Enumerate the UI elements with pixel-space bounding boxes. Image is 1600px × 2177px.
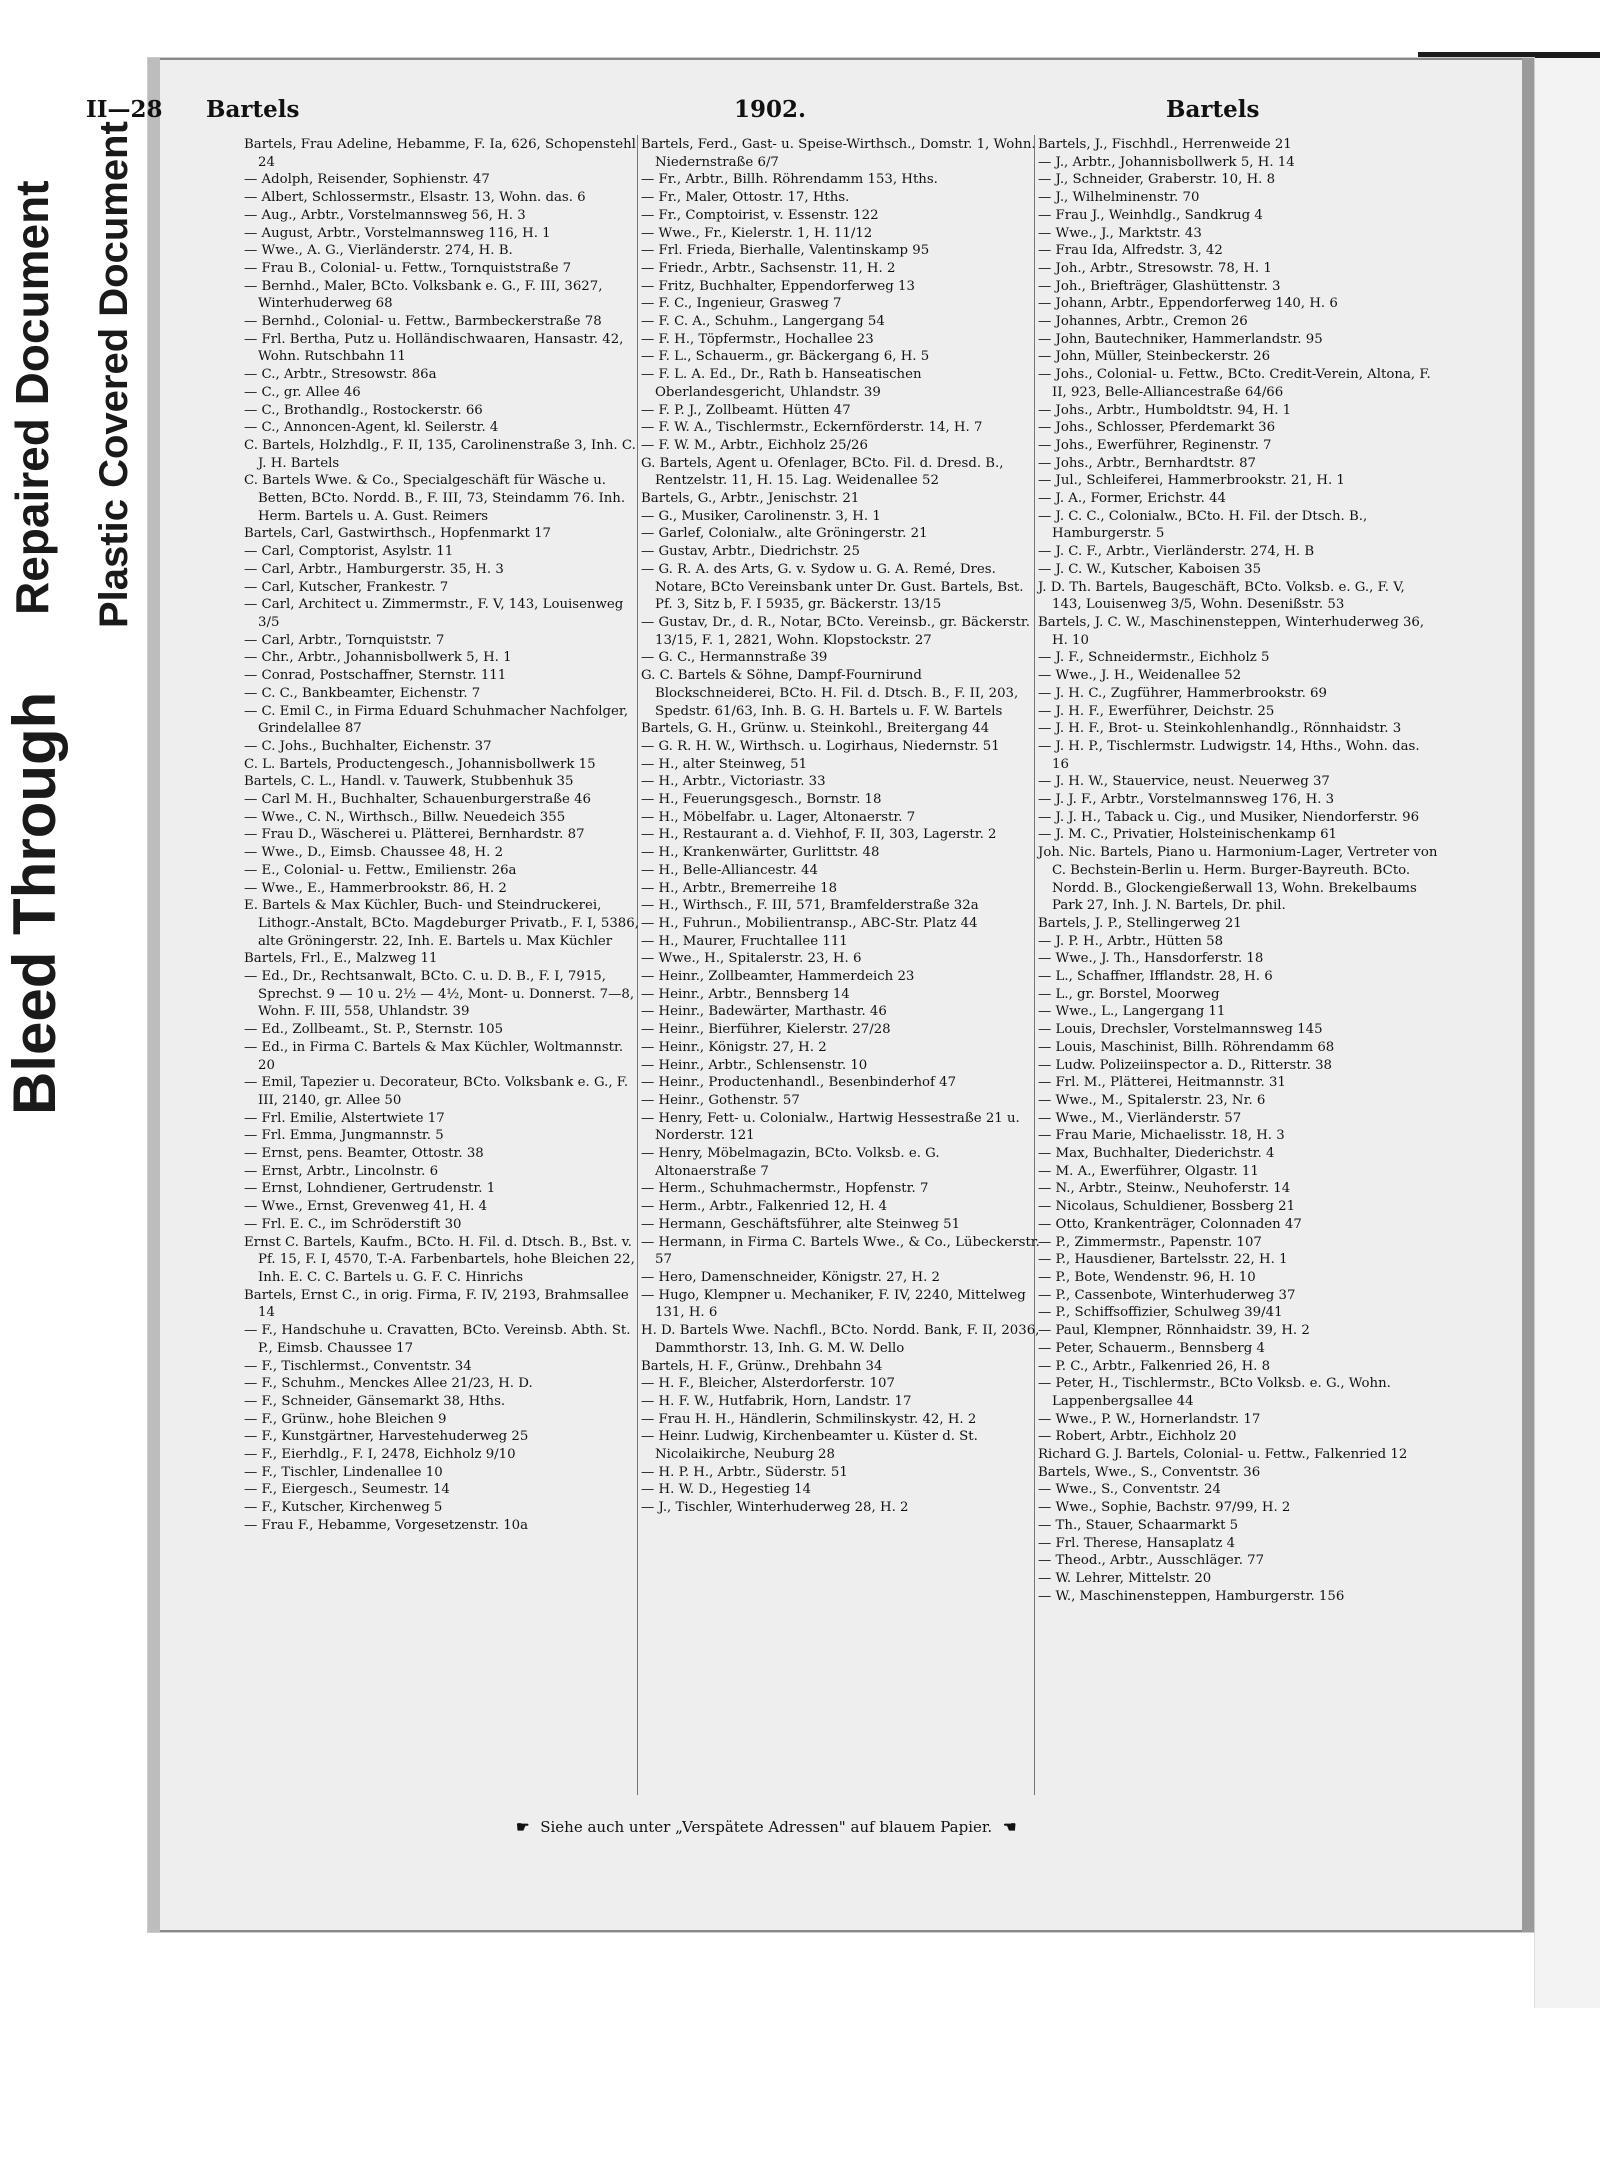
directory-entry: — Th., Stauer, Schaarmarkt 5 <box>1038 1517 1239 1533</box>
directory-entry: — Frau B., Colonial- u. Fettw., Tornquiststraße 7 <box>244 260 572 276</box>
directory-entry: — Johs., Arbtr., Bernhardtstr. 87 <box>1038 455 1257 471</box>
directory-entry: — H., Arbtr., Victoriastr. 33 <box>641 774 826 790</box>
directory-entry: — P., Schiffsoffizier, Schulweg 39/41 <box>1038 1305 1283 1321</box>
directory-entry: — Heinr., Bierführer, Kielerstr. 27/28 <box>641 1022 891 1038</box>
directory-entry: — Heinr., Productenhandl., Besenbinderhof 47 <box>641 1075 957 1091</box>
directory-entry: — Frau Marie, Michaelisstr. 18, H. 3 <box>1038 1128 1285 1144</box>
directory-entry: — F. W. A., Tischlermstr., Eckernförderstr. 14, H. 7 <box>641 420 983 436</box>
directory-entry: — Jul., Schleiferei, Hammerbrookstr. 21, H. 1 <box>1038 473 1345 489</box>
directory-entry: — J. H. P., Tischlermstr. Ludwigstr. 14, Hths., Wohn. das. 16 <box>1038 738 1420 772</box>
directory-entry: — F. H., Töpfermstr., Hochallee 23 <box>641 331 874 347</box>
directory-entry: — F., Tischlermst., Conventstr. 34 <box>244 1358 472 1374</box>
directory-entry: — P. C., Arbtr., Falkenried 26, H. 8 <box>1038 1358 1271 1374</box>
page-footer-note <box>510 1818 1410 1836</box>
directory-entry: C. Bartels Wwe. & Co., Specialgeschäft für Wäsche u. Betten, BCto. Nordd. B., F. III, 73, Steindamm 76. Inh. Herm. Bartels u. A. Gust. Reimers <box>244 473 626 524</box>
directory-entry: — P., Zimmermstr., Papenstr. 107 <box>1038 1234 1262 1250</box>
page-header <box>86 96 1312 128</box>
repaired-document-label: Repaired Document <box>6 180 58 615</box>
directory-entry: Bartels, J. C. W., Maschinensteppen, Winterhuderweg 36, H. 10 <box>1038 614 1425 648</box>
directory-entry: — G., Musiker, Carolinenstr. 3, H. 1 <box>641 508 881 524</box>
directory-entry: — C., Brothandlg., Rostockerstr. 66 <box>244 402 483 418</box>
directory-column-2 <box>641 136 1041 1517</box>
directory-entry: — H. W. D., Hegestieg 14 <box>641 1482 812 1498</box>
directory-entry: — Wwe., J. H., Weidenallee 52 <box>1038 668 1242 684</box>
directory-entry: — Henry, Möbelmagazin, BCto. Volksb. e. G. Altonaerstraße 7 <box>641 1146 940 1179</box>
directory-entry: — H., Wirthsch., F. III, 571, Bramfelderstraße 32a <box>641 898 979 914</box>
directory-entry: Bartels, J. P., Stellingerweg 21 <box>1038 915 1242 931</box>
directory-entry: — Peter, Schauerm., Bennsberg 4 <box>1038 1340 1265 1356</box>
directory-entry: — Ernst, Arbtr., Lincolnstr. 6 <box>244 1163 439 1179</box>
directory-entry: — Chr., Arbtr., Johannisbollwerk 5, H. 1 <box>244 650 512 666</box>
directory-entry: — J. J. H., Taback u. Cig., und Musiker, Niendorferstr. 96 <box>1038 809 1420 825</box>
directory-entry: H. D. Bartels Wwe. Nachfl., BCto. Nordd. Bank, F. II, 2036, Dammthorstr. 13, Inh. G. M. W. Dello <box>641 1323 1040 1356</box>
directory-entry: — Otto, Krankenträger, Colonnaden 47 <box>1038 1216 1302 1232</box>
directory-entry: — Frau D., Wäscherei u. Plätterei, Bernhardstr. 87 <box>244 827 585 843</box>
directory-entry: — Frl. Bertha, Putz u. Holländischwaaren, Hansastr. 42, Wohn. Rutschbahn 11 <box>244 331 624 365</box>
directory-entry: — H. P. H., Arbtr., Süderstr. 51 <box>641 1464 848 1480</box>
directory-entry: — Johs., Colonial- u. Fettw., BCto. Credit-Verein, Altona, F. II, 923, Belle-Alliancestraße 64/66 <box>1038 367 1431 400</box>
directory-entry: — F., Tischler, Lindenallee 10 <box>244 1464 443 1480</box>
directory-entry: — H., Feuerungsgesch., Bornstr. 18 <box>641 792 882 808</box>
directory-entry: — F., Eiergesch., Seumestr. 14 <box>244 1482 450 1498</box>
directory-entry: — P., Hausdiener, Bartelsstr. 22, H. 1 <box>1038 1252 1288 1268</box>
directory-entry: — Ed., Dr., Rechtsanwalt, BCto. C. u. D. B., F. I, 7915, Sprechst. 9 — 10 u. 2½ — 4½, Mont- u. Donnerst. 7—8, Wohn. F. III, 558, Uhlandstr. 39 <box>244 969 635 1020</box>
directory-entry: — F. L. A. Ed., Dr., Rath b. Hanseatischen Oberlandesgericht, Uhlandstr. 39 <box>641 367 922 400</box>
directory-entry: — F. C., Ingenieur, Grasweg 7 <box>641 296 842 312</box>
directory-entry: Bartels, Frau Adeline, Hebamme, F. Ia, 626, Schopenstehl 24 <box>244 137 636 170</box>
directory-entry: — Hugo, Klempner u. Mechaniker, F. IV, 2240, Mittelweg 131, H. 6 <box>641 1287 1026 1321</box>
directory-entry: — H., Belle-Alliancestr. 44 <box>641 862 818 878</box>
directory-entry: — H., alter Steinweg, 51 <box>641 756 808 772</box>
directory-entry: — F., Kutscher, Kirchenweg 5 <box>244 1500 443 1516</box>
directory-entry: — Carl, Architect u. Zimmermstr., F. V, 143, Louisenweg 3/5 <box>244 597 624 630</box>
directory-entry: — Ed., Zollbeamt., St. P., Sternstr. 105 <box>244 1022 504 1038</box>
directory-entry: — Ernst, pens. Beamter, Ottostr. 38 <box>244 1146 484 1162</box>
directory-entry: — Conrad, Postschaffner, Sternstr. 111 <box>244 668 507 684</box>
directory-entry: — Heinr., Gothenstr. 57 <box>641 1092 800 1108</box>
directory-entry: G. Bartels, Agent u. Ofenlager, BCto. Fil. d. Dresd. B., Rentzelstr. 11, H. 15. Lag. Weidenallee 52 <box>641 455 1004 489</box>
page-right-shadow <box>1522 58 1534 1932</box>
directory-entry: — F. C. A., Schuhm., Langergang 54 <box>641 314 885 330</box>
footer-text: Siehe auch unter „Verspätete Adressen" auf blauem Papier. <box>540 1818 993 1836</box>
directory-entry: — G. R. A. des Arts, G. v. Sydow u. G. A. Remé, Dres. Notare, BCto Vereinsbank unter Dr. Gust. Bartels, Bst. Pf. 3, Sitz b, F. I 5935, gr. Bäckerstr. 13/15 <box>641 561 1024 613</box>
directory-entry: — W., Maschinensteppen, Hamburgerstr. 156 <box>1038 1588 1345 1604</box>
directory-entry: E. Bartels & Max Küchler, Buch- und Steindruckerei, Lithogr.-Anstalt, BCto. Magdeburger Privatb., F. I, 5386, alte Gröningerstr. 22, Inh. E. Bartels u. Max Küchler <box>244 898 639 949</box>
directory-entry: Bartels, G., Arbtr., Jenischstr. 21 <box>641 491 860 507</box>
directory-entry: — Heinr., Zollbeamter, Hammerdeich 23 <box>641 969 915 985</box>
directory-entry: — J. P. H., Arbtr., Hütten 58 <box>1038 933 1224 949</box>
directory-entry: Bartels, H. F., Grünw., Drehbahn 34 <box>641 1358 883 1374</box>
directory-entry: — Heinr., Arbtr., Bennsberg 14 <box>641 986 850 1002</box>
directory-entry: — Theod., Arbtr., Ausschläger. 77 <box>1038 1553 1265 1569</box>
directory-entry: Bartels, Frl., E., Malzweg 11 <box>244 951 438 967</box>
directory-entry: — J., Tischler, Winterhuderweg 28, H. 2 <box>641 1500 909 1516</box>
directory-entry: — Aug., Arbtr., Vorstelmannsweg 56, H. 3 <box>244 207 526 223</box>
directory-entry: — E., Colonial- u. Fettw., Emilienstr. 26a <box>244 862 517 878</box>
directory-entry: — Wwe., J. Th., Hansdorferstr. 18 <box>1038 951 1264 967</box>
directory-entry: — H., Restaurant a. d. Viehhof, F. II, 303, Lagerstr. 2 <box>641 827 997 843</box>
directory-entry: — Heinr., Badewärter, Marthastr. 46 <box>641 1004 887 1020</box>
directory-entry: — Heinr. Ludwig, Kirchenbeamter u. Küster d. St. Nicolaikirche, Neuburg 28 <box>641 1429 978 1463</box>
directory-entry: Bartels, Ferd., Gast- u. Speise-Wirthsch., Domstr. 1, Wohn. Niedernstraße 6/7 <box>641 137 1036 170</box>
adjacent-page-edge <box>1534 58 1600 2008</box>
directory-entry: — C. C., Bankbeamter, Eichenstr. 7 <box>244 685 481 701</box>
directory-entry: — Frl. Emilie, Alstertwiete 17 <box>244 1110 445 1126</box>
bleed-through-label: Bleed Through <box>1 691 68 1115</box>
directory-entry: — Bernhd., Maler, BCto. Volksbank e. G., F. III, 3627, Winterhuderweg 68 <box>244 278 603 312</box>
directory-entry: — P., Cassenbote, Winterhuderweg 37 <box>1038 1287 1296 1303</box>
directory-entry: — Heinr., Königstr. 27, H. 2 <box>641 1039 827 1055</box>
directory-entry: — F., Eierhdlg., F. I, 2478, Eichholz 9/10 <box>244 1447 516 1463</box>
directory-entry: Joh. Nic. Bartels, Piano u. Harmonium-Lager, Vertreter von C. Bechstein-Berlin u. Herm. Burger-Bayreuth. BCto. Nordd. B., Glockengießerwall 13, Wohn. Brekelbaums Park 27, Inh. J. N. Bartels, Dr. phil. <box>1038 845 1438 914</box>
directory-entry: — F. W. M., Arbtr., Eichholz 25/26 <box>641 437 868 453</box>
directory-entry: — M. A., Ewerführer, Olgastr. 11 <box>1038 1163 1259 1179</box>
directory-entry: — Albert, Schlossermstr., Elsastr. 13, Wohn. das. 6 <box>244 190 586 206</box>
directory-entry: — J. C. F., Arbtr., Vierländerstr. 274, H. B <box>1038 544 1315 560</box>
directory-entry: — J. H. F., Brot- u. Steinkohlenhandlg., Rönnhaidstr. 3 <box>1038 721 1402 737</box>
directory-entry: — H. F. W., Hutfabrik, Horn, Landstr. 17 <box>641 1393 912 1409</box>
directory-entry: — J. F., Schneidermstr., Eichholz 5 <box>1038 650 1270 666</box>
directory-entry: Bartels, Carl, Gastwirthsch., Hopfenmarkt 17 <box>244 526 551 542</box>
directory-entry: — F., Handschuhe u. Cravatten, BCto. Vereinsb. Abth. St. P., Eimsb. Chaussee 17 <box>244 1323 631 1356</box>
directory-entry: — Fr., Arbtr., Billh. Röhrendamm 153, Hths. <box>641 172 938 188</box>
directory-entry: — J. M. C., Privatier, Holsteinischenkamp 61 <box>1038 827 1338 843</box>
directory-entry: — Wwe., J., Marktstr. 43 <box>1038 225 1202 241</box>
directory-entry: — Adolph, Reisender, Sophienstr. 47 <box>244 172 490 188</box>
directory-entry: C. L. Bartels, Productengesch., Johannisbollwerk 15 <box>244 756 596 772</box>
directory-entry: — Paul, Klempner, Rönnhaidstr. 39, H. 2 <box>1038 1323 1310 1339</box>
directory-entry: — H., Maurer, Fruchtallee 111 <box>641 933 848 949</box>
directory-entry: — Carl, Comptorist, Asylstr. 11 <box>244 544 454 560</box>
directory-entry: — Wwe., H., Spitalerstr. 23, H. 6 <box>641 951 862 967</box>
directory-entry: — Carl, Arbtr., Hamburgerstr. 35, H. 3 <box>244 561 504 577</box>
directory-entry: — Frl. Therese, Hansaplatz 4 <box>1038 1535 1236 1551</box>
directory-entry: — Louis, Drechsler, Vorstelmannsweg 145 <box>1038 1022 1323 1038</box>
directory-entry: — Johs., Schlosser, Pferdemarkt 36 <box>1038 420 1276 436</box>
directory-entry: J. D. Th. Bartels, Baugeschäft, BCto. Volksb. e. G., F. V, 143, Louisenweg 3/5, Wohn. Desenißstr. 53 <box>1038 579 1405 613</box>
directory-entry: — Fr., Maler, Ottostr. 17, Hths. <box>641 190 850 206</box>
directory-entry: — Frau H. H., Händlerin, Schmilinskystr. 42, H. 2 <box>641 1411 977 1427</box>
pointing-hand-right-icon: ☚ <box>1002 1818 1017 1836</box>
directory-entry: — C. Emil C., in Firma Eduard Schuhmacher Nachfolger, Grindelallee 87 <box>244 703 629 737</box>
directory-entry: — Bernhd., Colonial- u. Fettw., Barmbeckerstraße 78 <box>244 314 602 330</box>
directory-entry: — Frau F., Hebamme, Vorgesetzenstr. 10a <box>244 1517 529 1533</box>
directory-entry: — J., Schneider, Graberstr. 10, H. 8 <box>1038 172 1276 188</box>
page-number: II—28 <box>86 96 163 123</box>
directory-entry: — Wwe., D., Eimsb. Chaussee 48, H. 2 <box>244 845 504 861</box>
directory-entry: — Robert, Arbtr., Eichholz 20 <box>1038 1429 1237 1445</box>
directory-column-1 <box>244 136 644 1535</box>
directory-column-3 <box>1038 136 1438 1605</box>
pointing-hand-left-icon: ☛ <box>516 1818 530 1836</box>
directory-entry: — J. J. F., Arbtr., Vorstelmannsweg 176, H. 3 <box>1038 792 1335 808</box>
directory-entry: Bartels, G. H., Grünw. u. Steinkohl., Breitergang 44 <box>641 721 990 737</box>
directory-entry: — H., Arbtr., Bremerreihe 18 <box>641 880 838 896</box>
directory-entry: — G. R. H. W., Wirthsch. u. Logirhaus, Niedernstr. 51 <box>641 738 1000 754</box>
directory-entry: — Carl, Arbtr., Tornquiststr. 7 <box>244 632 445 648</box>
directory-entry: — Ludw. Polizeiinspector a. D., Ritterstr. 38 <box>1038 1057 1332 1073</box>
directory-entry: — J. C. W., Kutscher, Kaboisen 35 <box>1038 561 1262 577</box>
running-head-year: 1902. <box>734 96 807 123</box>
directory-entry: — J., Wilhelminenstr. 70 <box>1038 190 1200 206</box>
directory-entry: Ernst C. Bartels, Kaufm., BCto. H. Fil. d. Dtsch. B., Bst. v. Pf. 15, F. I, 4570, T.-A. Farbenbartels, hohe Bleichen 22, Inh. E. C. C. Bartels u. G. F. C. Hinrichs <box>244 1234 635 1285</box>
directory-entry: — Ernst, Lohndiener, Gertrudenstr. 1 <box>244 1181 496 1197</box>
directory-entry: — Wwe., M., Spitalerstr. 23, Nr. 6 <box>1038 1092 1266 1108</box>
directory-entry: Bartels, Ernst C., in orig. Firma, F. IV, 2193, Brahmsallee 14 <box>244 1287 629 1321</box>
directory-entry: — Wwe., E., Hammerbrookstr. 86, H. 2 <box>244 880 507 896</box>
directory-entry: — F., Kunstgärtner, Harvestehuderweg 25 <box>244 1429 529 1445</box>
directory-entry: — Frl. M., Plätterei, Heitmannstr. 31 <box>1038 1075 1286 1091</box>
directory-entry: — Johann, Arbtr., Eppendorferweg 140, H. 6 <box>1038 296 1338 312</box>
directory-entry: — Frau J., Weinhdlg., Sandkrug 4 <box>1038 207 1263 223</box>
directory-entry: — Fr., Comptoirist, v. Essenstr. 122 <box>641 207 879 223</box>
directory-entry: — Carl M. H., Buchhalter, Schauenburgerstraße 46 <box>244 792 592 808</box>
directory-entry: Bartels, J., Fischhdl., Herrenweide 21 <box>1038 137 1292 152</box>
directory-entry: — Garlef, Colonialw., alte Gröningerstr. 21 <box>641 526 928 542</box>
directory-entry: — Louis, Maschinist, Billh. Röhrendamm 68 <box>1038 1039 1335 1055</box>
directory-entry: — Henry, Fett- u. Colonialw., Hartwig Hessestraße 21 u. Norderstr. 121 <box>641 1110 1020 1144</box>
directory-entry: Richard G. J. Bartels, Colonial- u. Fettw., Falkenried 12 <box>1038 1447 1408 1463</box>
directory-entry: Bartels, Wwe., S., Conventstr. 36 <box>1038 1464 1261 1480</box>
directory-entry: — Nicolaus, Schuldiener, Bossberg 21 <box>1038 1199 1296 1215</box>
directory-entry: — Max, Buchhalter, Diederichstr. 4 <box>1038 1146 1275 1162</box>
directory-entry: G. C. Bartels & Söhne, Dampf-Fournirund Blockschneiderei, BCto. H. Fil. d. Dtsch. B., F. II, 203, Spedstr. 61/63, Inh. B. G. H. Bartels u. F. W. Bartels <box>641 668 1019 719</box>
directory-entry: — Friedr., Arbtr., Sachsenstr. 11, H. 2 <box>641 260 896 276</box>
directory-entry: — J. H. F., Ewerführer, Deichstr. 25 <box>1038 703 1275 719</box>
directory-entry: — L., gr. Borstel, Moorweg <box>1038 986 1220 1002</box>
directory-entry: — Johs., Arbtr., Humboldtstr. 94, H. 1 <box>1038 402 1292 418</box>
directory-entry: — Frau Ida, Alfredstr. 3, 42 <box>1038 243 1223 259</box>
directory-entry: — Wwe., M., Vierländerstr. 57 <box>1038 1110 1242 1126</box>
directory-entry: — J. H. C., Zugführer, Hammerbrookstr. 69 <box>1038 685 1327 701</box>
directory-entry: — H., Fuhrun., Mobilientransp., ABC-Str. Platz 44 <box>641 915 978 931</box>
directory-entry: — F., Schuhm., Menckes Allee 21/23, H. D. <box>244 1376 533 1392</box>
directory-entry: — Johannes, Arbtr., Cremon 26 <box>1038 314 1248 330</box>
directory-entry: — J., Arbtr., Johannisbollwerk 5, H. 14 <box>1038 154 1295 170</box>
page-binding-shadow <box>148 58 160 1932</box>
directory-entry: — F., Grünw., hohe Bleichen 9 <box>244 1411 447 1427</box>
directory-entry: — Wwe., A. G., Vierländerstr. 274, H. B. <box>244 243 513 259</box>
directory-entry: — Wwe., C. N., Wirthsch., Billw. Neuedeich 355 <box>244 809 566 825</box>
directory-entry: — Hermann, in Firma C. Bartels Wwe., & Co., Lübeckerstr. 57 <box>641 1234 1040 1268</box>
directory-entry: — C., Arbtr., Stresowstr. 86a <box>244 367 437 383</box>
directory-entry: — Johs., Ewerführer, Reginenstr. 7 <box>1038 437 1272 453</box>
directory-entry: — F. P. J., Zollbeamt. Hütten 47 <box>641 402 851 418</box>
directory-entry: — Gustav, Arbtr., Diedrichstr. 25 <box>641 544 860 560</box>
plastic-covered-label: Plastic Covered Document <box>92 121 136 628</box>
directory-entry: — Frl. Emma, Jungmannstr. 5 <box>244 1128 444 1144</box>
directory-entry: — Wwe., S., Conventstr. 24 <box>1038 1482 1221 1498</box>
directory-entry: — N., Arbtr., Steinw., Neuhoferstr. 14 <box>1038 1181 1291 1197</box>
directory-entry: — Wwe., Ernst, Grevenweg 41, H. 4 <box>244 1199 488 1215</box>
directory-entry: — J. H. W., Stauervice, neust. Neuerweg 37 <box>1038 774 1330 790</box>
directory-entry: — Wwe., P. W., Hornerlandstr. 17 <box>1038 1411 1261 1427</box>
running-head-right: Bartels <box>1166 96 1260 123</box>
directory-entry: — John, Bautechniker, Hammerlandstr. 95 <box>1038 331 1323 347</box>
directory-entry: — F. L., Schauerm., gr. Bäckergang 6, H. 5 <box>641 349 930 365</box>
directory-entry: — Ed., in Firma C. Bartels & Max Küchler, Woltmannstr. 20 <box>244 1039 624 1073</box>
directory-entry: — Hero, Damenschneider, Königstr. 27, H. 2 <box>641 1270 940 1285</box>
directory-entry: — Wwe., Fr., Kielerstr. 1, H. 11/12 <box>641 225 873 241</box>
directory-entry: — J. C. C., Colonialw., BCto. H. Fil. der Dtsch. B., Hamburgerstr. 5 <box>1038 508 1368 542</box>
directory-entry: C. Bartels, Holzhdlg., F. II, 135, Carolinenstraße 3, Inh. C. J. H. Bartels <box>244 437 636 471</box>
directory-entry: — C., gr. Allee 46 <box>244 384 361 400</box>
directory-entry: — H. F., Bleicher, Alsterdorferstr. 107 <box>641 1376 895 1392</box>
directory-entry: — G. C., Hermannstraße 39 <box>641 650 828 666</box>
directory-entry: — Fritz, Buchhalter, Eppendorferweg 13 <box>641 278 915 294</box>
directory-entry: — H., Möbelfabr. u. Lager, Altonaerstr. 7 <box>641 809 916 825</box>
directory-entry: — F., Schneider, Gänsemarkt 38, Hths. <box>244 1393 506 1409</box>
directory-entry: — Wwe., L., Langergang 11 <box>1038 1004 1226 1020</box>
directory-entry: — Carl, Kutscher, Frankestr. 7 <box>244 579 449 595</box>
directory-entry: — P., Bote, Wendenstr. 96, H. 10 <box>1038 1270 1256 1285</box>
directory-entry: — W. Lehrer, Mittelstr. 20 <box>1038 1570 1212 1586</box>
directory-entry: — Heinr., Arbtr., Schlensenstr. 10 <box>641 1057 868 1073</box>
directory-entry: — L., Schaffner, Ifflandstr. 28, H. 6 <box>1038 969 1273 985</box>
directory-entry: — H., Krankenwärter, Gurlittstr. 48 <box>641 845 880 861</box>
directory-entry: — Herm., Arbtr., Falkenried 12, H. 4 <box>641 1199 888 1215</box>
directory-entry: — C., Annoncen-Agent, kl. Seilerstr. 4 <box>244 420 499 436</box>
directory-entry: — Herm., Schuhmachermstr., Hopfenstr. 7 <box>641 1181 929 1197</box>
directory-entry: — Joh., Briefträger, Glashüttenstr. 3 <box>1038 278 1281 294</box>
directory-entry: — Gustav, Dr., d. R., Notar, BCto. Vereinsb., gr. Bäckerstr. 13/15, F. 1, 2821, Wohn. Klopstockstr. 27 <box>641 614 1030 648</box>
directory-entry: — Frl. Frieda, Bierhalle, Valentinskamp 95 <box>641 243 930 259</box>
directory-entry: — Peter, H., Tischlermstr., BCto Volksb. e. G., Wohn. Lappenbergsallee 44 <box>1038 1376 1391 1409</box>
directory-entry: — Wwe., Sophie, Bachstr. 97/99, H. 2 <box>1038 1500 1291 1516</box>
directory-entry: Bartels, C. L., Handl. v. Tauwerk, Stubbenhuk 35 <box>244 774 574 790</box>
directory-entry: — J. A., Former, Erichstr. 44 <box>1038 491 1227 507</box>
directory-entry: — Joh., Arbtr., Stresowstr. 78, H. 1 <box>1038 260 1272 276</box>
directory-entry: — C. Johs., Buchhalter, Eichenstr. 37 <box>244 738 492 754</box>
directory-entry: — Frl. E. C., im Schröderstift 30 <box>244 1216 462 1232</box>
directory-entry: — Hermann, Geschäftsführer, alte Steinweg 51 <box>641 1216 961 1232</box>
directory-entry: — John, Müller, Steinbeckerstr. 26 <box>1038 349 1271 365</box>
running-head-left: Bartels <box>206 96 300 123</box>
directory-entry: — Emil, Tapezier u. Decorateur, BCto. Volksbank e. G., F. III, 2140, gr. Allee 50 <box>244 1075 629 1108</box>
directory-entry: — August, Arbtr., Vorstelmannsweg 116, H. 1 <box>244 225 551 241</box>
